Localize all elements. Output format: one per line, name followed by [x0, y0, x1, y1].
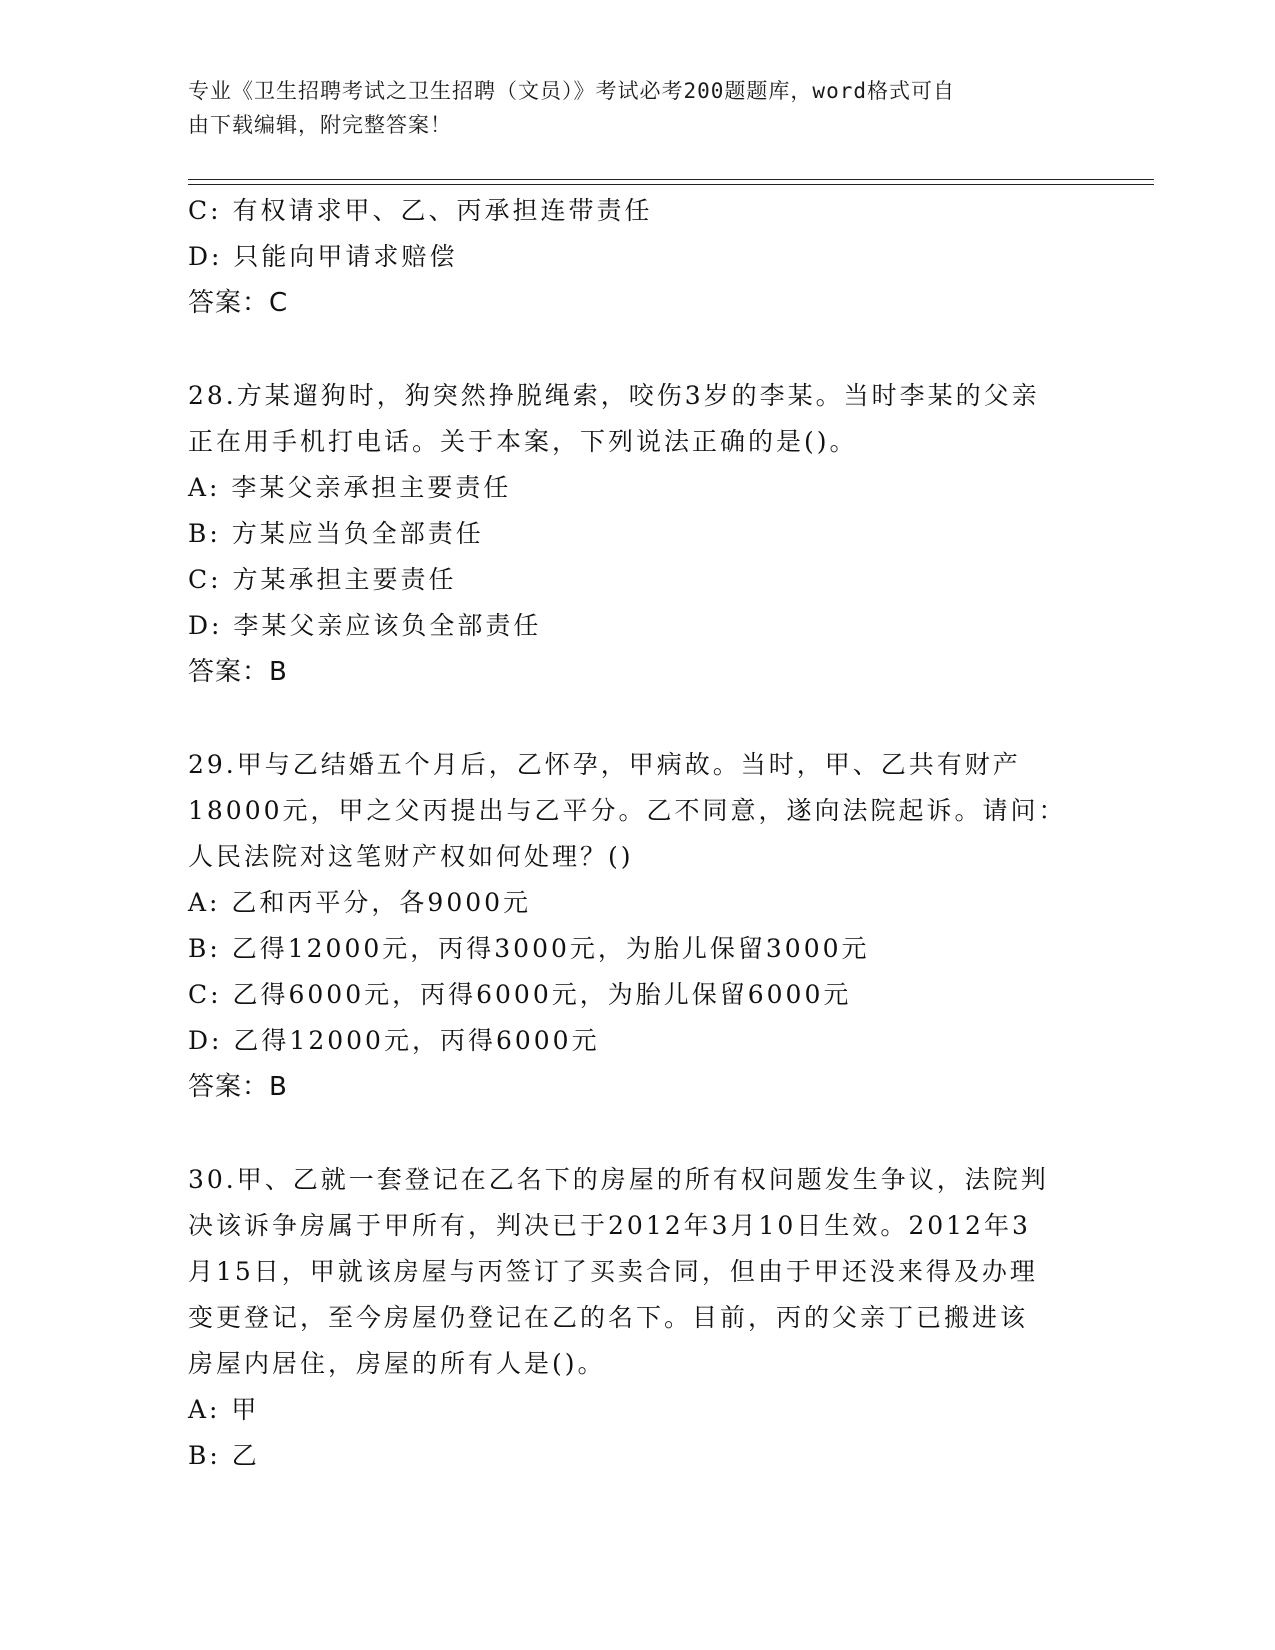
question-text-line: 29.甲与乙结婚五个月后，乙怀孕，甲病故。当时，甲、乙共有财产: [188, 750, 1021, 779]
document-header: [188, 74, 1068, 142]
question-29: [188, 742, 1088, 1110]
spacer: [188, 326, 1088, 373]
question-text-line: 月15日，甲就该房屋与丙签订了买卖合同，但由于甲还没来得及办理: [188, 1257, 1038, 1286]
header-divider-bottom: [188, 184, 1154, 185]
header-line-1: 专业《卫生招聘考试之卫生招聘（文员）》考试必考200题题库，word格式可自: [188, 79, 955, 103]
answer-line: 答案：B: [188, 657, 288, 687]
answer-line: 答案：C: [188, 288, 289, 318]
option-d: D: 只能向甲请求赔偿: [188, 242, 458, 271]
option-c: C: 方某承担主要责任: [188, 565, 457, 594]
question-text-line: 房屋内居住，房屋的所有人是()。: [188, 1349, 606, 1378]
spacer: [188, 695, 1088, 742]
spacer: [188, 1110, 1088, 1157]
answer-line: 答案：B: [188, 1072, 288, 1102]
option-b: B: 乙: [188, 1441, 260, 1470]
option-c: C: 有权请求甲、乙、丙承担连带责任: [188, 196, 653, 225]
option-a: A: 甲: [188, 1395, 260, 1424]
option-b: B: 方某应当负全部责任: [188, 519, 484, 548]
question-30: [188, 1157, 1088, 1479]
header-divider-top: [188, 179, 1154, 180]
question-text-line: 18000元，甲之父丙提出与乙平分。乙不同意，遂向法院起诉。请问：: [188, 796, 1067, 825]
question-text-line: 正在用手机打电话。关于本案，下列说法正确的是()。: [188, 427, 858, 456]
option-a: A: 李某父亲承担主要责任: [188, 473, 512, 502]
question-28: [188, 373, 1088, 695]
question-text-line: 决该诉争房属于甲所有，判决已于2012年3月10日生效。2012年3: [188, 1211, 1031, 1240]
option-d: D: 李某父亲应该负全部责任: [188, 611, 542, 640]
option-d: D: 乙得12000元，丙得6000元: [188, 1026, 600, 1055]
option-c: C: 乙得6000元，丙得6000元，为胎儿保留6000元: [188, 980, 852, 1009]
question-text-line: 28.方某遛狗时，狗突然挣脱绳索，咬伤3岁的李某。当时李某的父亲: [188, 381, 1040, 410]
question-content: [188, 188, 1088, 1479]
header-line-2: 由下载编辑，附完整答案！: [188, 113, 452, 137]
option-b: B: 乙得12000元，丙得3000元，为胎儿保留3000元: [188, 934, 870, 963]
previous-question-tail: [188, 188, 1088, 326]
question-text-line: 30.甲、乙就一套登记在乙名下的房屋的所有权问题发生争议，法院判: [188, 1165, 1049, 1194]
question-text-line: 变更登记，至今房屋仍登记在乙的名下。目前，丙的父亲丁已搬进该: [188, 1303, 1029, 1332]
question-text-line: 人民法院对这笔财产权如何处理？(): [188, 842, 634, 871]
option-a: A: 乙和丙平分，各9000元: [188, 888, 532, 917]
